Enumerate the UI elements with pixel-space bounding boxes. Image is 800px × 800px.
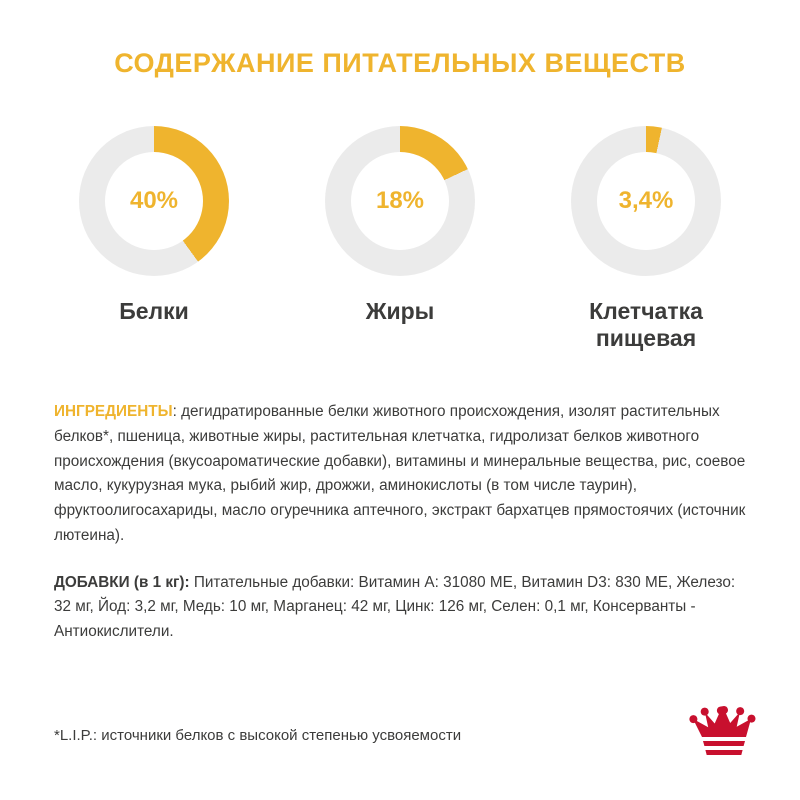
additives-text: Питательные добавки: Витамин А: 31080 МЕ, Витамин D3: 830 МЕ, Железо: 32 мг, Йод: 3,2 мг, Медь: 10 мг, Марганец: 42 мг, Цинк: 126 мг, Селен: 0,1 мг, Консерванты - Антиокислители.	[54, 573, 736, 641]
additives-label: ДОБАВКИ (в 1 кг):	[54, 573, 190, 591]
donut-label-fibre: Клетчатка пищевая	[589, 298, 703, 351]
donut-value-protein: 40%	[129, 187, 179, 214]
donut-label-fat: Жиры	[365, 298, 435, 324]
footnote: *L.I.P.: источники белков с высокой степенью усвояемости	[54, 727, 462, 744]
ingredients-label: ИНГРЕДИЕНТЫ	[54, 403, 173, 420]
donut-chart-protein	[79, 126, 229, 276]
donut-item-fibre	[546, 126, 746, 351]
donut-chart-fat	[325, 126, 475, 276]
donut-label-protein: Белки	[119, 298, 189, 324]
donut-item-fat	[300, 126, 500, 351]
donut-value-fibre: 3,4%	[618, 187, 674, 214]
donut-chart-group	[0, 126, 800, 351]
ingredients-paragraph	[54, 400, 754, 549]
composition-text-block	[54, 400, 754, 667]
donut-value-fat: 18%	[375, 187, 425, 214]
donut-item-protein	[54, 126, 254, 351]
additives-paragraph	[54, 571, 754, 645]
royal-canin-crown-logo	[688, 700, 760, 758]
donut-chart-fibre	[571, 126, 721, 276]
ingredients-text: : дегидратированные белки животного происхождения, изолят растительных белков*, пшеница, животные жиры, растительная клетчатка, гидролизат белков животного происхождения (вкусоароматические добавки), витамины и минеральные вещества, рис, соевое масло, кукурузная мука, рыбий жир, дрожжи, аминокислоты (в том числе таурин), фруктоолигосахариды, масло огуречника аптечного, экстракт бархатцев прямостоячих (источник лютеина).	[54, 403, 746, 544]
page-title: СОДЕРЖАНИЕ ПИТАТЕЛЬНЫХ ВЕЩЕСТВ	[114, 48, 686, 78]
